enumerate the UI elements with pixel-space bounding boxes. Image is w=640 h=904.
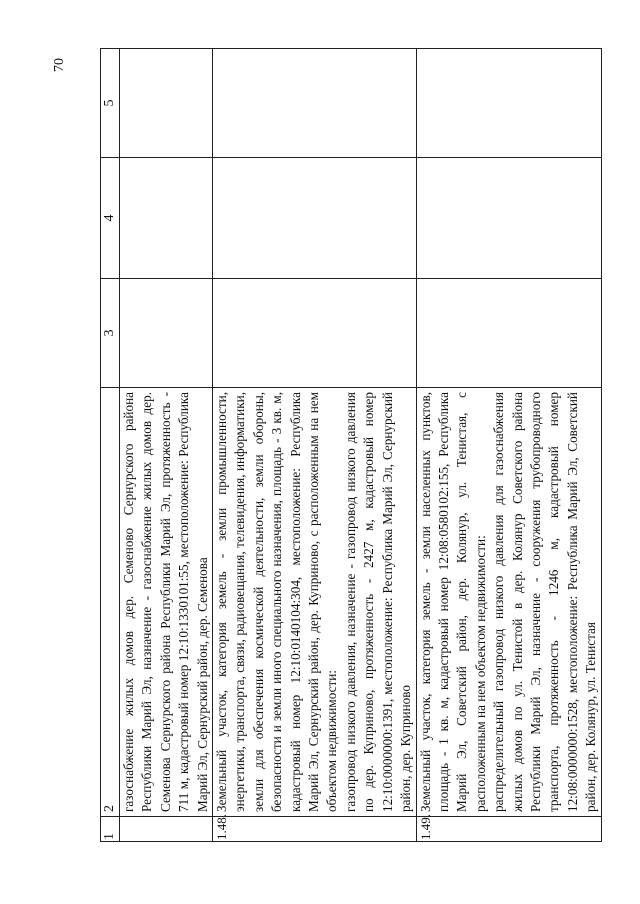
table-row [416, 49, 601, 842]
table-row [120, 49, 213, 842]
table-cell-col4 [120, 158, 213, 279]
property-table-sheet [100, 72, 599, 842]
property-description [213, 388, 416, 817]
column-header-3: 3 [101, 279, 120, 388]
row-number: 1.48. [213, 817, 416, 842]
description-paragraph: распределительный газопровод низкого давления для газоснабжения жилых домов по ул. Тенистой в дер. Колянур Советского района Республики Марий Эл, назначение - сооружения трубопроводного транспорта, протяженность - 1246 м, кадастровый номер 12:08:0000000:1528, местоположение: Республика Марий Эл, Советский район, дер. Колянур, ул. Тенистая [491, 392, 599, 812]
row-number: 1.49. [416, 817, 601, 842]
page-number: 70 [52, 58, 67, 72]
property-description [416, 388, 601, 817]
column-header-4: 4 [101, 158, 120, 279]
table-cell-col4 [213, 158, 416, 279]
column-header-2: 2 [101, 388, 120, 817]
description-paragraph: Земельный участок, категория земель - земли населенных пунктов, площадь - 1 кв. м, кадастровый номер 12:08:0580102:155, Республика Марий Эл, Советский район, дер. Колянур, ул. Тенистая, с расположенным на нем объектом недвижимости: [417, 392, 488, 812]
table-cell-col5 [120, 49, 213, 158]
description-paragraph: Земельный участок, категория земель - земли промышленности, энергетики, транспорта, связи, радиовещания, телевидения, информатики, земли для обеспечения космической деятельности, земли обороны, безопасности и земли иного специального назначения, площадь - 3 кв. м, кадастровый номер 12:10:0140104:304, местоположение: Республика Марий Эл, Сернурский район, дер. Куприново, с расположенным на нем объектом недвижимости: [214, 392, 340, 812]
table-cell-col3 [213, 279, 416, 388]
column-header-5: 5 [101, 49, 120, 158]
row-number [120, 817, 213, 842]
table-cell-col5 [416, 49, 601, 158]
description-paragraph: газоснабжение жилых домов дер. Семеново Сернурского района Республики Марий Эл, назначение - газоснабжение жилых домов дер. Семенова Сернурского района Республики Марий Эл, протяженность - 711 м, кадастровый номер 12:10:1330101:55, местоположение: Республика Марий Эл, Сернурский район, дер. Семенова [121, 392, 210, 812]
property-table [100, 48, 602, 842]
table-cell-col3 [120, 279, 213, 388]
property-description [120, 388, 213, 817]
table-cell-col3 [416, 279, 601, 388]
table-cell-col4 [416, 158, 601, 279]
column-header-1: 1 [101, 817, 120, 842]
column-number-row [101, 49, 120, 842]
table-cell-col5 [213, 49, 416, 158]
table-row [213, 49, 416, 842]
description-paragraph: газопровод низкого давления, назначение - газопровод низкого давления по дер. Куприново, протяженность - 2427 м, кадастровый номер 12:10:0000000:1391, местоположение: Республика Марий Эл, Сернурский район, дер. Куприново [342, 392, 414, 812]
